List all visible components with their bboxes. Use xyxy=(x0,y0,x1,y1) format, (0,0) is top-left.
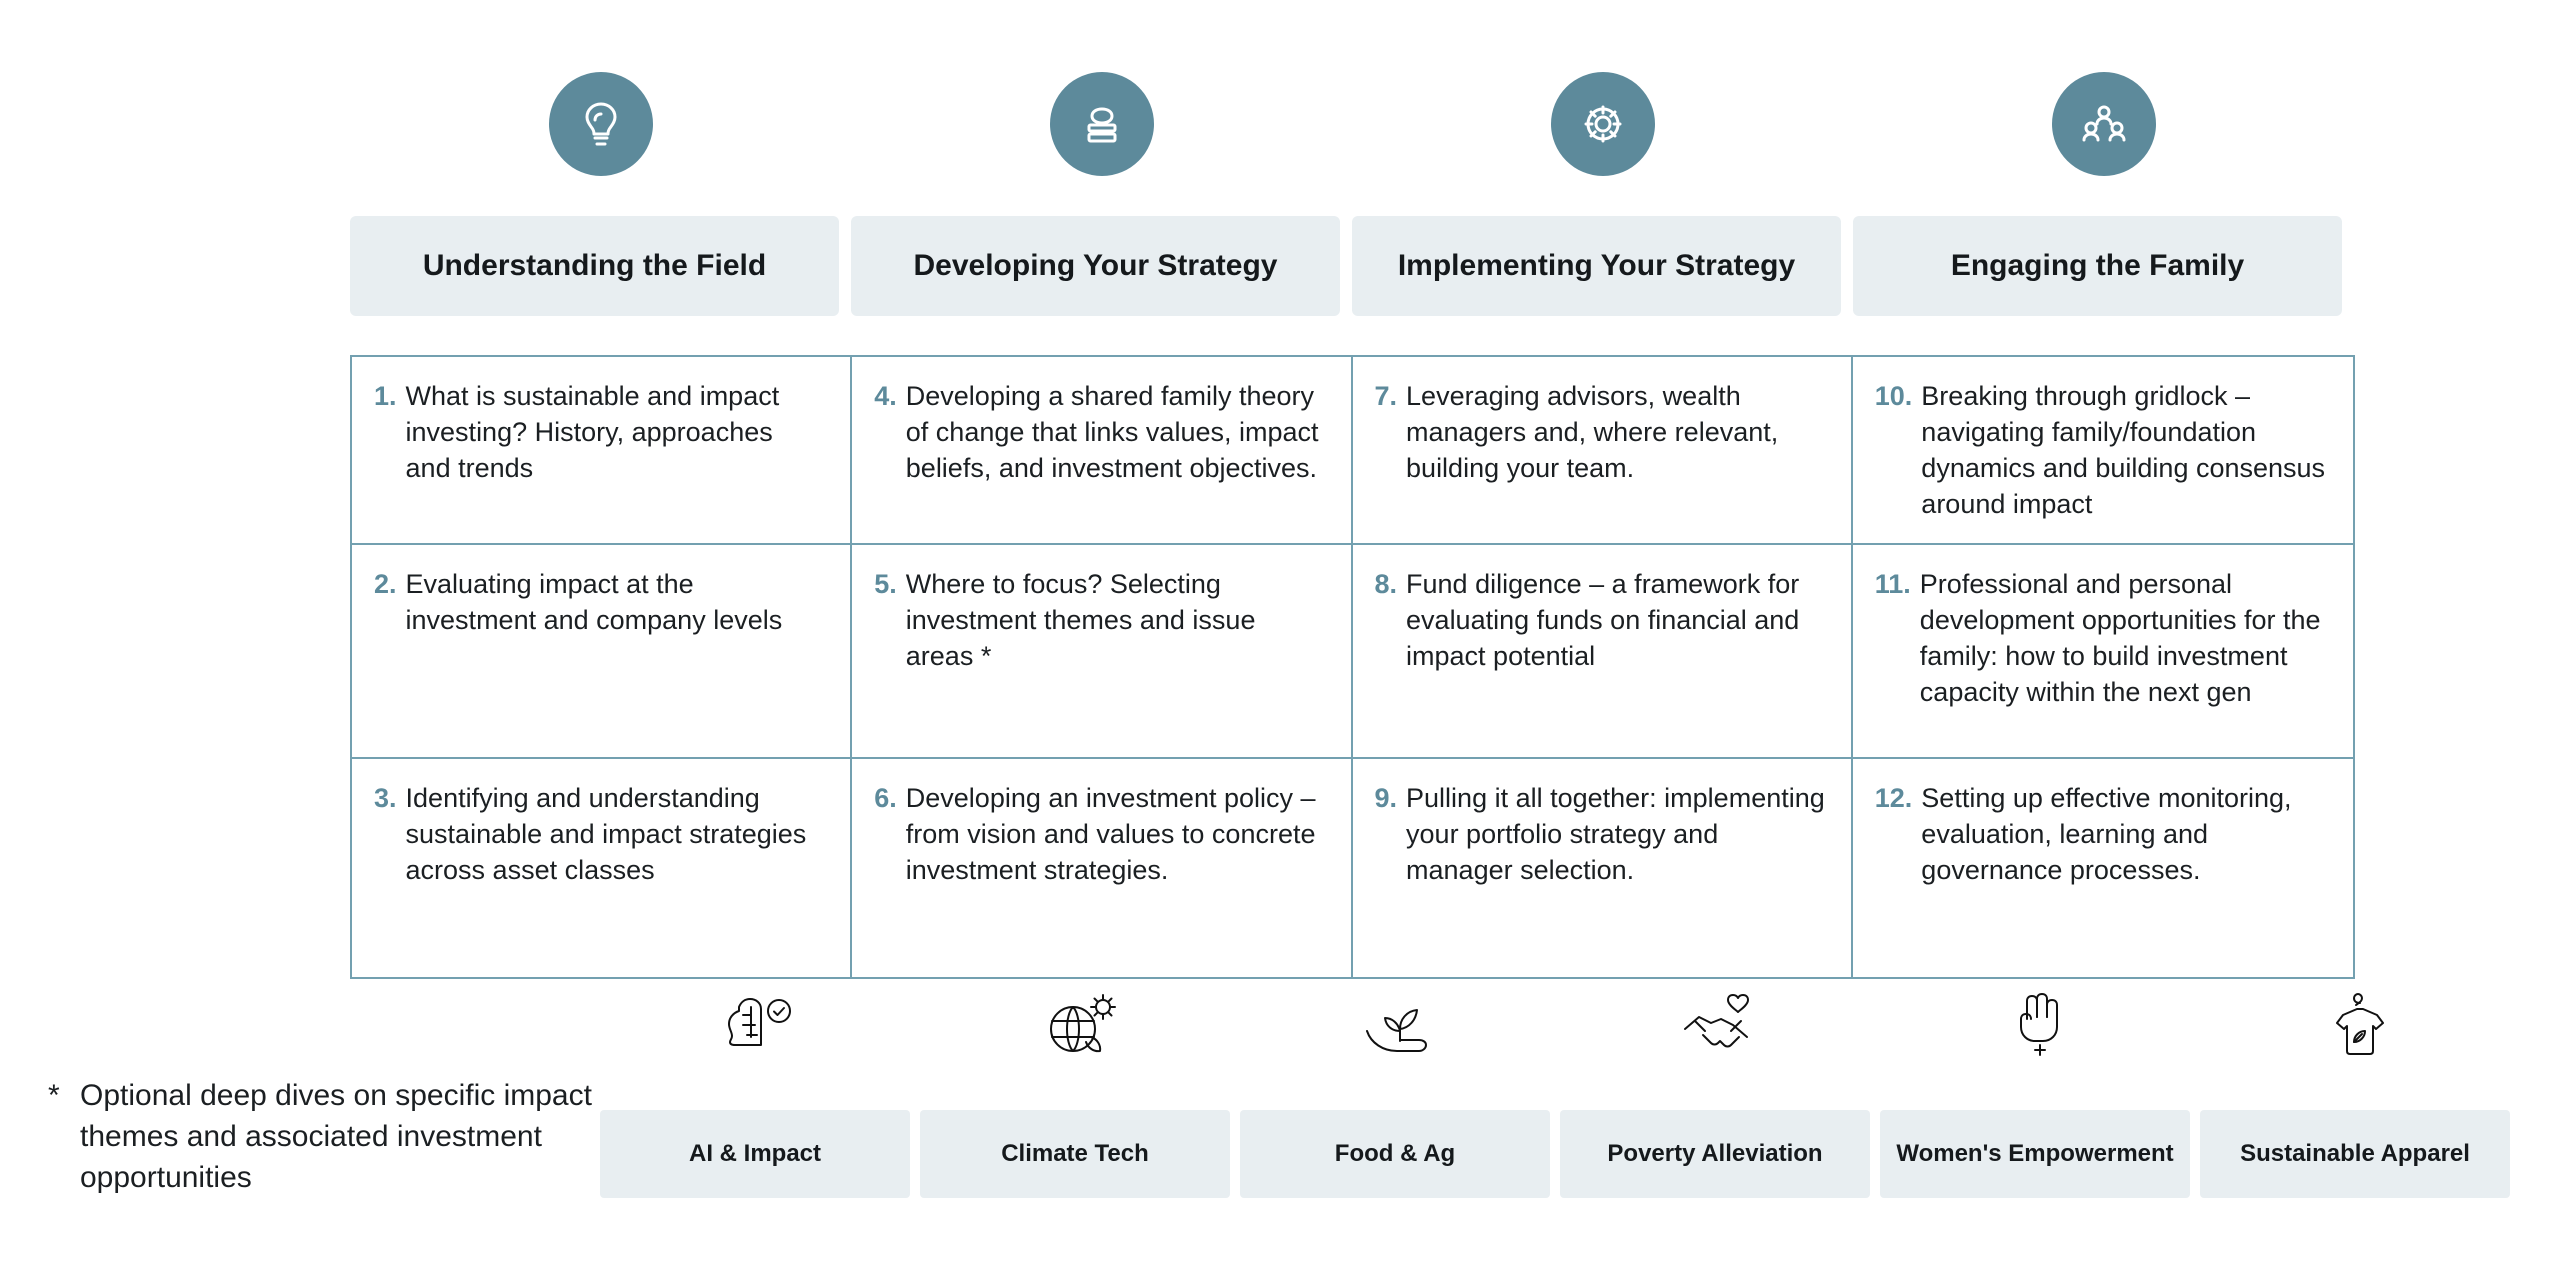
handshake-heart-icon xyxy=(1677,985,1763,1065)
grid-cell-3 xyxy=(352,759,852,977)
tshirt-leaf-hanger-icon xyxy=(2317,985,2403,1065)
grid-cell-8 xyxy=(1353,545,1853,757)
item-number: 11. xyxy=(1874,569,1911,599)
theme-icon-cell-womens-empowerment xyxy=(1880,985,2200,1065)
item-text: Setting up effective monitoring, evaluation, learning and governance processes. xyxy=(1921,783,2292,885)
item-number: 7. xyxy=(1374,381,1398,411)
column-header-engaging-the-family: Engaging the Family xyxy=(1853,216,2342,316)
item-number: 6. xyxy=(874,783,897,813)
footnote xyxy=(48,1075,608,1198)
item-text: Breaking through gridlock – navigating family/foundation dynamics and building consensus around impact xyxy=(1921,381,2326,519)
theme-chip-ai-impact[interactable]: AI & Impact xyxy=(600,1110,910,1198)
family-group-icon xyxy=(2052,72,2156,176)
globe-leaf-sun-icon xyxy=(1037,985,1123,1065)
item-number: 12. xyxy=(1874,783,1913,813)
footnote-text: Optional deep dives on specific impact themes and associated investment opportunities xyxy=(80,1079,592,1195)
item-number: 3. xyxy=(374,783,397,813)
item-text: Where to focus? Selecting investment themes and issue areas * xyxy=(905,569,1256,671)
grid-cell-9 xyxy=(1353,759,1853,977)
gear-icon xyxy=(1551,72,1655,176)
curriculum-grid xyxy=(350,355,2355,979)
item-number: 2. xyxy=(374,569,397,599)
item-number: 5. xyxy=(874,569,897,599)
grid-cell-7 xyxy=(1353,357,1853,543)
theme-icon-cell-food-ag xyxy=(1240,985,1560,1065)
column-icon-cell-3 xyxy=(1352,72,1853,176)
grid-row-2 xyxy=(352,545,2353,759)
column-icon-cell-4 xyxy=(1853,72,2354,176)
grid-cell-4 xyxy=(852,357,1352,543)
theme-chip-climate-tech[interactable]: Climate Tech xyxy=(920,1110,1230,1198)
item-number: 8. xyxy=(1374,569,1398,599)
item-number: 9. xyxy=(1374,783,1398,813)
theme-icon-cell-ai-impact xyxy=(600,985,920,1065)
column-header-understanding-the-field: Understanding the Field xyxy=(350,216,839,316)
item-number: 4. xyxy=(874,381,897,411)
raised-fist-venus-icon xyxy=(1997,985,2083,1065)
item-text: Evaluating impact at the investment and company levels xyxy=(405,569,783,635)
item-text: Pulling it all together: implementing your portfolio strategy and manager selection. xyxy=(1406,783,1825,885)
theme-chip-sustainable-apparel[interactable]: Sustainable Apparel xyxy=(2200,1110,2510,1198)
item-text: Professional and personal development opportunities for the family: how to build investment capacity within the next gen xyxy=(1919,569,2321,707)
grid-cell-11 xyxy=(1853,545,2353,757)
grid-cell-10 xyxy=(1853,357,2353,543)
layers-strategy-icon xyxy=(1050,72,1154,176)
hand-sprout-icon xyxy=(1357,985,1443,1065)
theme-icon-cell-climate-tech xyxy=(920,985,1240,1065)
item-text: Identifying and understanding sustainable and impact strategies across asset classes xyxy=(405,783,807,885)
grid-cell-6 xyxy=(852,759,1352,977)
item-text: What is sustainable and impact investing? History, approaches and trends xyxy=(405,381,780,483)
theme-chip-food-ag[interactable]: Food & Ag xyxy=(1240,1110,1550,1198)
theme-icon-cell-poverty-alleviation xyxy=(1560,985,1880,1065)
brain-check-icon xyxy=(717,985,803,1065)
item-number: 10. xyxy=(1874,381,1913,411)
item-number: 1. xyxy=(374,381,397,411)
grid-row-3 xyxy=(352,759,2353,977)
grid-cell-1 xyxy=(352,357,852,543)
item-text: Leveraging advisors, wealth managers and, where relevant, building your team. xyxy=(1406,381,1779,483)
column-header-implementing-your-strategy: Implementing Your Strategy xyxy=(1352,216,1841,316)
item-text: Fund diligence – a framework for evaluating funds on financial and impact potential xyxy=(1406,569,1800,671)
column-header-row xyxy=(350,216,2355,316)
column-icon-cell-1 xyxy=(350,72,851,176)
footnote-marker: * xyxy=(48,1079,60,1112)
theme-chip-row xyxy=(600,1110,2520,1198)
column-icon-cell-2 xyxy=(851,72,1352,176)
column-icon-row xyxy=(350,72,2355,176)
grid-cell-2 xyxy=(352,545,852,757)
item-text: Developing a shared family theory of change that links values, impact beliefs, and investment objectives. xyxy=(905,381,1319,483)
grid-cell-12 xyxy=(1853,759,2353,977)
theme-icon-row xyxy=(600,985,2520,1065)
grid-cell-5 xyxy=(852,545,1352,757)
column-header-developing-your-strategy: Developing Your Strategy xyxy=(851,216,1340,316)
grid-row-1 xyxy=(352,357,2353,545)
theme-icon-cell-sustainable-apparel xyxy=(2200,985,2520,1065)
theme-chip-poverty-alleviation[interactable]: Poverty Alleviation xyxy=(1560,1110,1870,1198)
theme-chip-womens-empowerment[interactable]: Women's Empowerment xyxy=(1880,1110,2190,1198)
lightbulb-icon xyxy=(549,72,653,176)
item-text: Developing an investment policy – from vision and values to concrete investment strategies. xyxy=(905,783,1316,885)
